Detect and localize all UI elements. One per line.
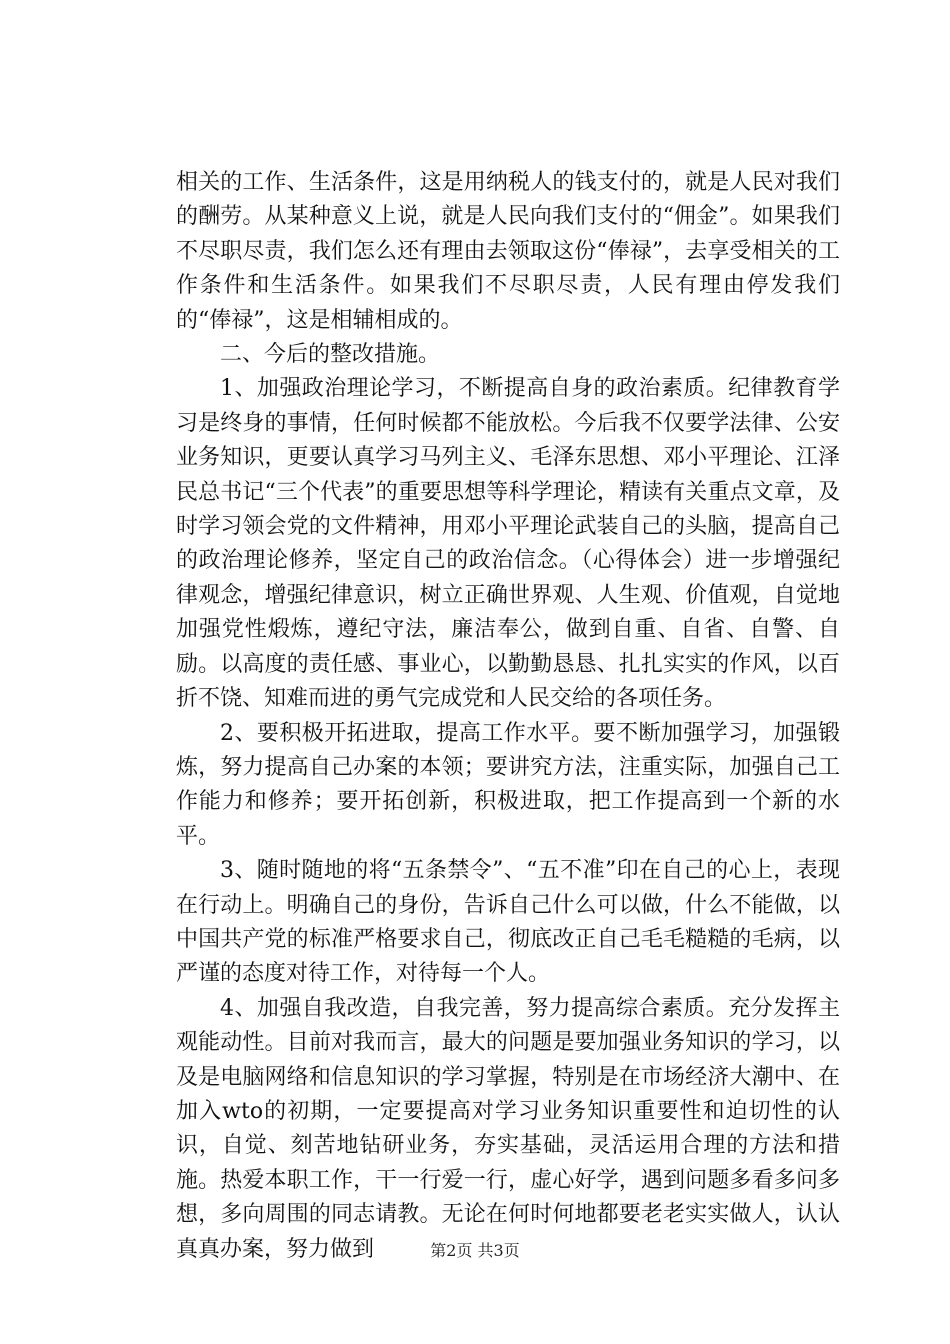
paragraph-measure-4: 4、加强自我改造，自我完善，努力提高综合素质。充分发挥主观能动性。目前对我而言，最大的问题是要加强业务知识的学习，以及是电脑网络和信息知识的学习掌握，特别是在市场经济大潮中、在加入wto的初期，一定要提高对学习业务知识重要性和迫切性的认识，自觉、刻苦地钻研业务，夯实基础，灵活运用合理的方法和措施。热爱本职工作，干一行爱一行，虚心好学，遇到问题多看多问多想，多向周围的同志请教。无论在何时何地都要老老实实做人，认认真真办案，努力做到 bbox=[176, 995, 840, 1262]
document-body bbox=[176, 166, 840, 1267]
paragraph-continuation: 相关的工作、生活条件，这是用纳税人的钱支付的，就是人民对我们的酬劳。从某种意义上说，就是人民向我们支付的“佣金”。如果我们不尽职尽责，我们怎么还有理由去领取这份“俸禄”，去享受相关的工作条件和生活条件。如果我们不尽职尽责，人民有理由停发我们的“俸禄”，这是相辅相成的。 bbox=[176, 170, 840, 333]
paragraph-measure-3: 3、随时随地的将“五条禁令”、“五不准”印在自己的心上，表现在行动上。明确自己的身份，告诉自己什么可以做，什么不能做，以中国共产党的标准严格要求自己，彻底改正自己毛毛糙糙的毛病，以严谨的态度对待工作，对待每一个人。 bbox=[176, 858, 840, 987]
page-footer: 第2页 共3页 bbox=[430, 1241, 520, 1260]
paragraph-measure-2: 2、要积极开拓进取，提高工作水平。要不断加强学习，加强锻炼，努力提高自己办案的本领；要讲究方法，注重实际，加强自己工作能力和修养；要开拓创新，积极进取，把工作提高到一个新的水平。 bbox=[176, 720, 840, 849]
paragraph-measure-1: 1、加强政治理论学习，不断提高自身的政治素质。纪律教育学习是终身的事情，任何时候都不能放松。今后我不仅要学法律、公安业务知识，更要认真学习马列主义、毛泽东思想、邓小平理论、江泽民总书记“三个代表”的重要思想等科学理论，精读有关重点文章，及时学习领会党的文件精神，用邓小平理论武装自己的头脑，提高自己的政治理论修养，坚定自己的政治信念。（心得体会）进一步增强纪律观念，增强纪律意识，树立正确世界观、人生观、价值观，自觉地加强党性煅炼，遵纪守法，廉洁奉公，做到自重、自省、自警、自励。以高度的责任感、事业心，以勤勤恳恳、扎扎实实的作风，以百折不饶、知难而进的勇气完成党和人民交给的各项任务。 bbox=[176, 376, 840, 712]
section-heading: 二、今后的整改措施。 bbox=[220, 342, 441, 368]
